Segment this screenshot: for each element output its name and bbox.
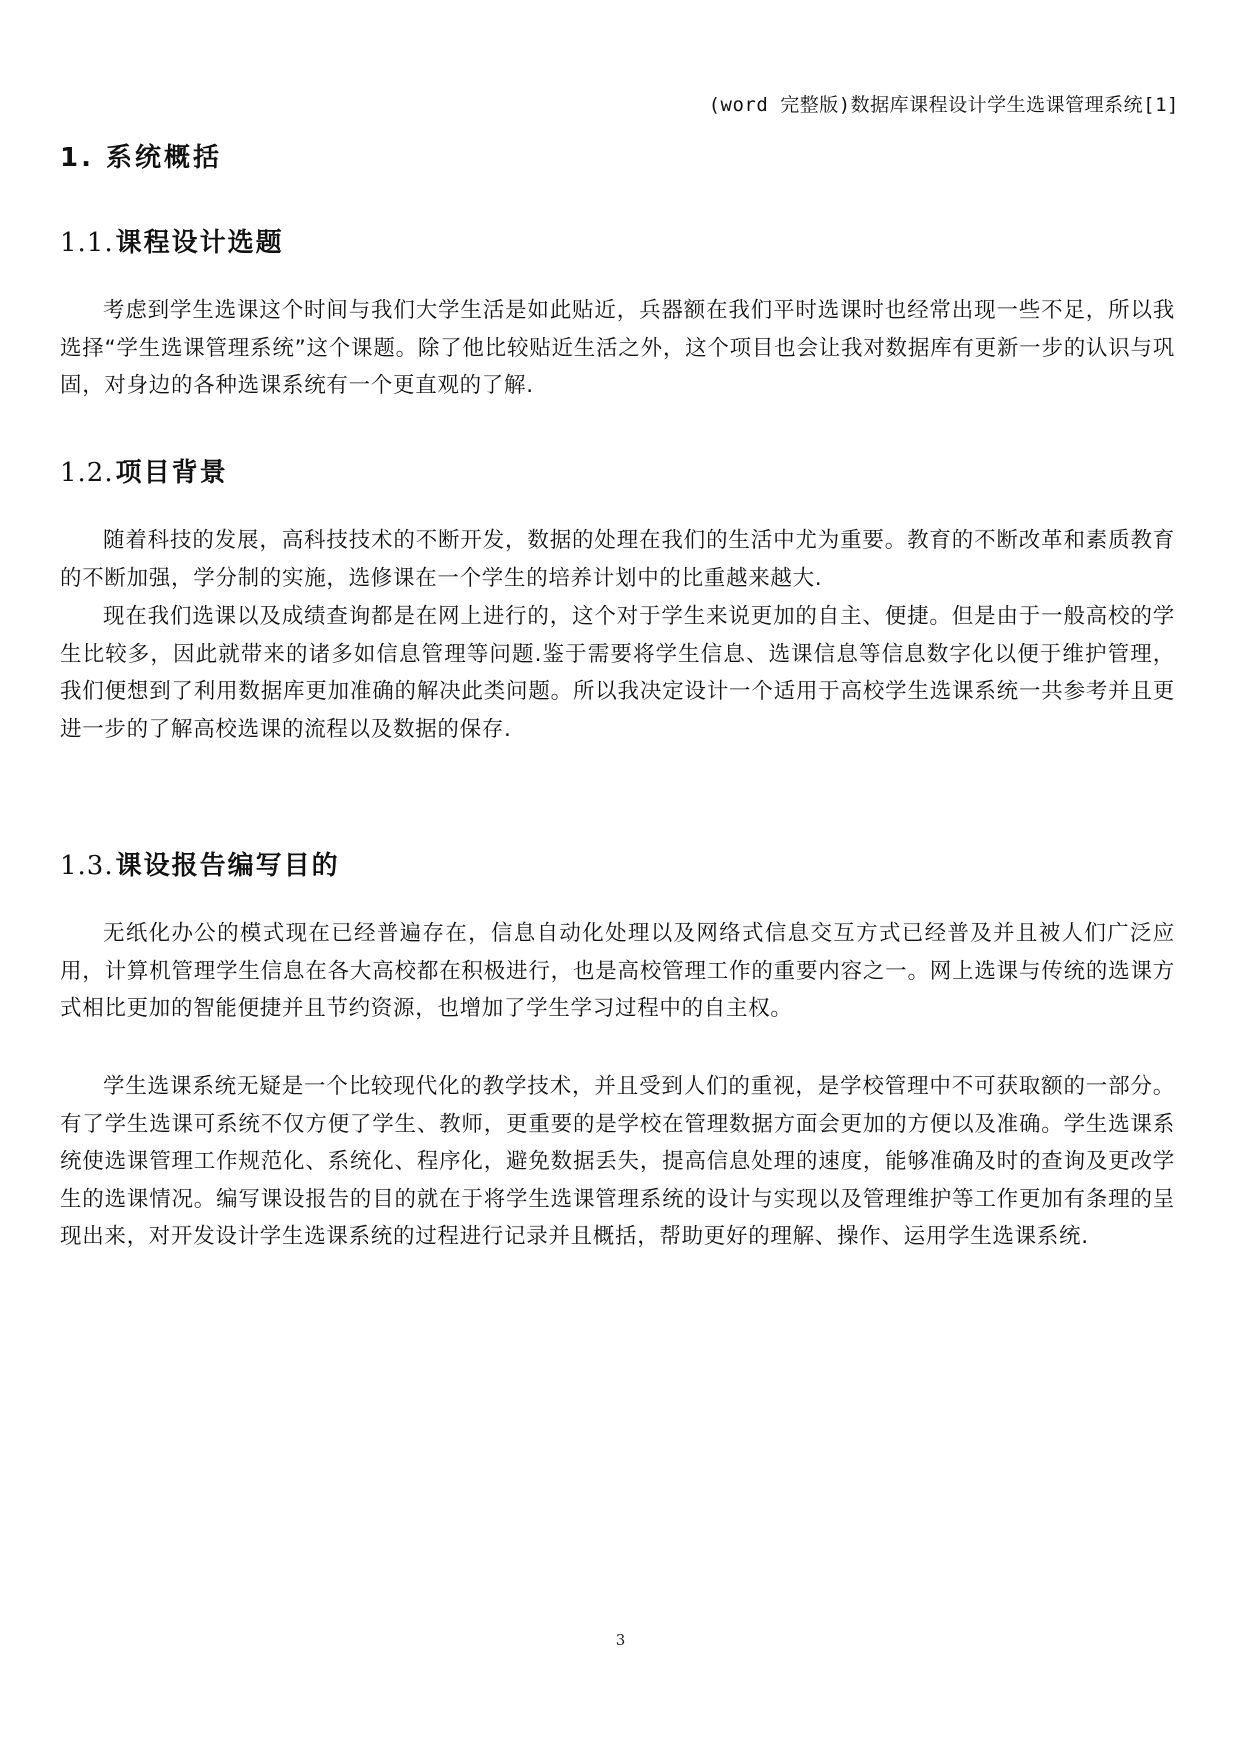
section-heading-1-1 bbox=[60, 222, 284, 259]
section-title: 项目背景 bbox=[115, 458, 228, 488]
section-title: 课设报告编写目的 bbox=[115, 851, 340, 881]
paragraph: 随着科技的发展，高科技技术的不断开发，数据的处理在我们的生活中尤为重要。教育的不断改革和素质教育的不断加强，学分制的实施，选修课在一个学生的培养计划中的比重越来越大. bbox=[60, 528, 1175, 591]
page-number: 3 bbox=[615, 1631, 626, 1649]
section-heading-1-3 bbox=[60, 845, 340, 882]
section-number: 1.1. bbox=[60, 228, 114, 258]
section-heading-1-2 bbox=[60, 452, 228, 489]
section-number: 1.2. bbox=[60, 458, 114, 488]
section-number: 1.3. bbox=[60, 851, 114, 881]
paragraph: 无纸化办公的模式现在已经普遍存在，信息自动化处理以及网络式信息交互方式已经普及并且被人们广泛应用，计算机管理学生信息在各大高校都在积极进行，也是高校管理工作的重要内容之一。网上选课与传统的选课方式相比更加的智能便捷并且节约资源，也增加了学生学习过程中的自主权。 bbox=[60, 921, 1175, 1021]
section-heading-1: 1. 系统概括 bbox=[60, 143, 223, 173]
paragraph: 学生选课系统无疑是一个比较现代化的教学技术，并且受到人们的重视，是学校管理中不可获取额的一部分。有了学生选课可系统不仅方便了学生、教师，更重要的是学校在管理数据方面会更加的方便以及准确。学生选课系统使选课管理工作规范化、系统化、程序化，避免数据丢失，提高信息处理的速度，能够准确及时的查询及更改学生的选课情况。编写课设报告的目的就在于将学生选课管理系统的设计与实现以及管理维护等工作更加有条理的呈现出来，对开发设计学生选课系统的过程进行记录并且概括，帮助更好的理解、操作、运用学生选课系统. bbox=[60, 1074, 1175, 1249]
section-title: 课程设计选题 bbox=[115, 228, 284, 258]
paragraph: 现在我们选课以及成绩查询都是在网上进行的，这个对于学生来说更加的自主、便捷。但是由于一般高校的学生比较多，因此就带来的诸多如信息管理等问题.鉴于需要将学生信息、选课信息等信息数字化以便于维护管理，我们便想到了利用数据库更加准确的解决此类问题。所以我决定设计一个适用于高校学生选课系统一共参考并且更进一步的了解高校选课的流程以及数据的保存. bbox=[60, 604, 1175, 742]
paragraph: 考虑到学生选课这个时间与我们大学生活是如此贴近，兵器额在我们平时选课时也经常出现一些不足，所以我选择“学生选课管理系统”这个课题。除了他比较贴近生活之外，这个项目也会让我对数据库有更新一步的认识与巩固，对身边的各种选课系统有一个更直观的了解. bbox=[60, 298, 1175, 398]
running-header: (word 完整版)数据库课程设计学生选课管理系统[1] bbox=[708, 94, 1179, 116]
